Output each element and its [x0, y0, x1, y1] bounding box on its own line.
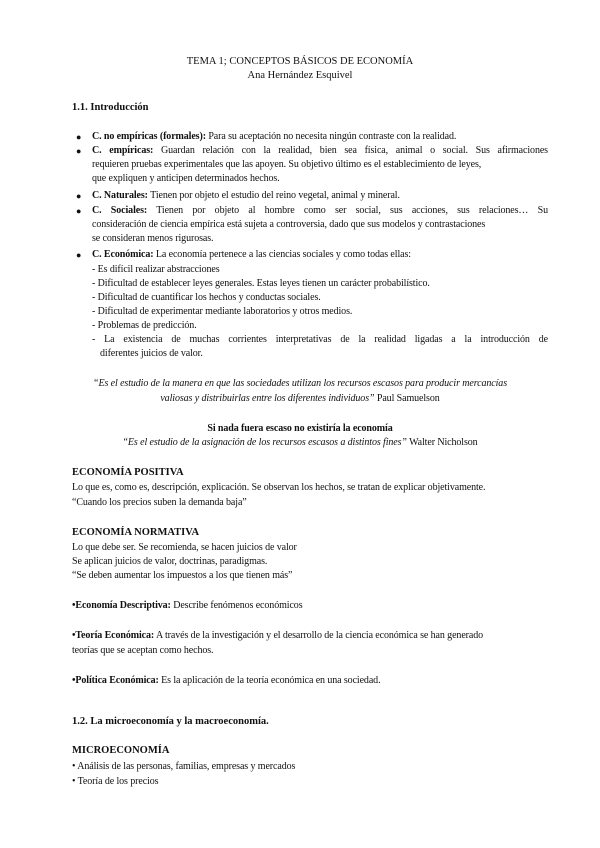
item-text: Para su aceptación no necesita ningún contraste con la realidad.	[208, 131, 457, 142]
politica-term: •Política Económica:	[72, 675, 159, 686]
micro-item: • Teoría de los precios	[72, 776, 159, 787]
section-heading-micro-macro: 1.2. La microeconomía y la macroeconomía.	[72, 716, 269, 727]
positiva-text: Lo que es, como es, descripción, explicación. Se observan los hechos, se tratan de explicar objetivamente.	[72, 482, 486, 493]
normativa-heading: ECONOMÍA NORMATIVA	[72, 527, 200, 538]
positiva-text: “Cuando los precios suben la demanda baja”	[72, 497, 247, 508]
list-item	[92, 145, 548, 156]
micro-item: • Análisis de las personas, familias, empresas y mercados	[72, 761, 296, 772]
positiva-heading: ECONOMÍA POSITIVA	[72, 467, 184, 478]
quote-author: Walter Nicholson	[409, 437, 478, 448]
item-term: C. Naturales:	[92, 190, 148, 201]
bullet-icon: ●	[76, 250, 82, 260]
item-text: Guardan relación con la realidad, bien sea física, animal o social. Sus afirmaciones	[161, 145, 548, 156]
dash-item: - Es difícil realizar abstracciones	[92, 264, 220, 275]
item-text: que expliquen y anticipen determinados hechos.	[92, 173, 280, 184]
item-text: La economía pertenece a las ciencias sociales y como todas ellas:	[155, 249, 411, 260]
bullet-icon: ●	[76, 191, 82, 201]
item-text: Tienen por objeto el estudio del reino vegetal, animal y mineral.	[150, 190, 400, 201]
descriptiva-line	[72, 600, 302, 611]
descriptiva-text: Describe fenómenos económicos	[173, 600, 303, 611]
quote-author: Paul Samuelson	[376, 393, 440, 404]
dash-item: - Problemas de predicción.	[92, 320, 197, 331]
descriptiva-term: •Economía Descriptiva:	[72, 600, 171, 611]
scarcity-heading: Si nada fuera escaso no existiría la economía	[207, 423, 393, 434]
normativa-text: “Se deben aumentar los impuestos a los que tienen más”	[72, 570, 293, 581]
list-item	[92, 205, 548, 216]
document-title: TEMA 1; CONCEPTOS BÁSICOS DE ECONOMÍA	[186, 56, 414, 67]
quote-line: “Es el estudio de la manera en que las sociedades utilizan los recursos escasos para producir mercancías	[92, 378, 507, 389]
bullet-icon: ●	[76, 206, 82, 216]
quote-text: valiosas y distribuirlas entre los diferentes individuos”	[160, 393, 375, 404]
item-text: se consideran menos rigurosas.	[92, 233, 214, 244]
teoria-text: teorías que se aceptan como hechos.	[72, 645, 214, 656]
item-term: C. Económica:	[92, 249, 154, 260]
dash-item: diferentes juicios de valor.	[100, 348, 203, 359]
quote-text: “Es el estudio de la asignación de los recursos escasos a distintos fines”	[122, 437, 407, 448]
section-heading-introduccion: 1.1. Introducción	[72, 102, 149, 113]
list-item	[92, 190, 400, 201]
quote-line	[0, 437, 600, 448]
dash-item: - Dificultad de cuantificar los hechos y conductas sociales.	[92, 292, 321, 303]
quote-line	[0, 393, 600, 404]
bullet-icon: ●	[76, 132, 82, 142]
item-text: consideración de ciencia empírica está sujeta a controversia, dado que sus modelos y contrastaciones	[92, 219, 486, 230]
bullet-icon: ●	[76, 146, 82, 156]
dash-item: - Dificultad de establecer leyes generales. Estas leyes tienen un carácter probabilístico.	[92, 278, 430, 289]
item-term: C. empíricas:	[92, 145, 154, 156]
dash-item	[92, 334, 548, 345]
list-item	[92, 249, 411, 260]
teoria-line	[72, 630, 483, 641]
item-text: Tienen por objeto al hombre como ser social, sus acciones, sus relaciones… Su	[156, 205, 548, 216]
item-term: C. no empíricas (formales):	[92, 131, 206, 142]
teoria-term: •Teoría Económica:	[72, 630, 155, 641]
micro-heading: MICROECONOMÍA	[72, 745, 170, 756]
dash-item-text: - La existencia de muchas corrientes interpretativas de la realidad ligadas a la introducción de	[92, 334, 548, 345]
normativa-text: Lo que debe ser. Se recomienda, se hacen juicios de valor	[72, 542, 297, 553]
item-term: C. Sociales:	[92, 205, 148, 216]
teoria-text: A través de la investigación y el desarrollo de la ciencia económica se han generado	[156, 630, 484, 641]
item-text: requieren pruebas experimentales que las apoyen. Su objetivo último es el establecimiento de leyes,	[92, 159, 482, 170]
politica-line	[72, 675, 380, 686]
normativa-text: Se aplican juicios de valor, doctrinas, paradigmas.	[72, 556, 268, 567]
document-author: Ana Hernández Esquivel	[247, 70, 353, 81]
dash-item: - Dificultad de experimentar mediante laboratorios y otros medios.	[92, 306, 353, 317]
list-item	[92, 131, 456, 142]
politica-text: Es la aplicación de la teoría económica en una sociedad.	[161, 675, 381, 686]
